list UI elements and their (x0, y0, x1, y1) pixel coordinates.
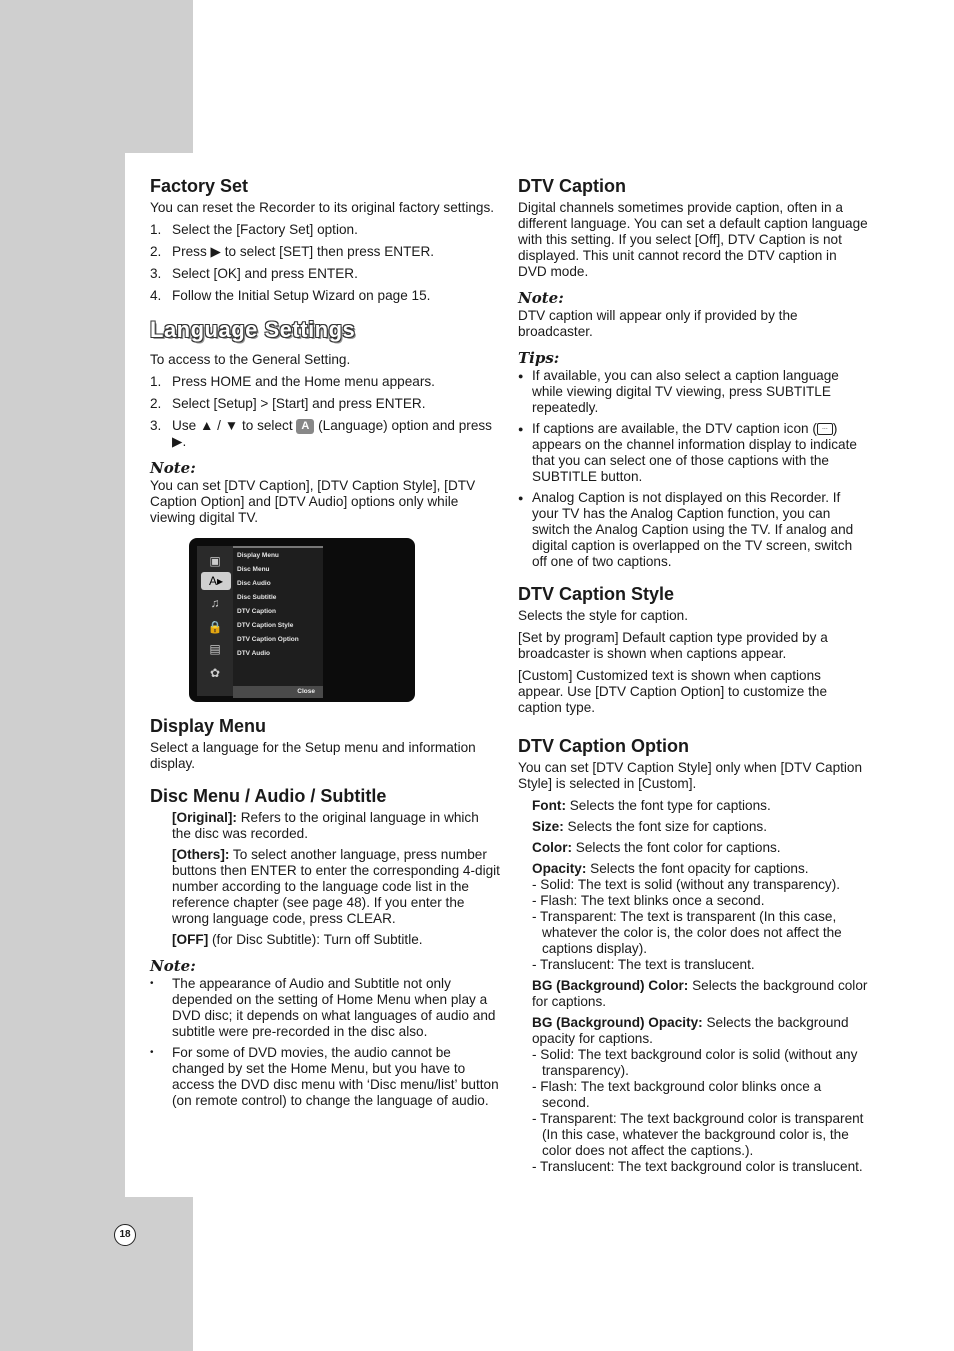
caption-style-text: Selects the style for caption. (518, 608, 689, 623)
language-note-heading: Note: (150, 459, 196, 477)
opacity-list (518, 877, 868, 973)
dtv-note-text: DTV caption will appear only if provided by the broadcaster. (518, 308, 798, 339)
right-arrow-icon: ▶ (210, 244, 221, 259)
dtv-tips-heading: Tips: (518, 349, 560, 367)
display-menu-text: Select a language for the Setup menu and information display. (150, 740, 476, 771)
opacity-item: - Solid: The text is solid (without any transparency). (532, 877, 841, 892)
opacity-item: - Flash: The text blinks once a second. (532, 893, 765, 908)
bg-opacity-item: - Translucent: The text background color is translucent. (532, 1159, 863, 1174)
disc-note-item: • The appearance of Audio and Subtitle not only depended on the setting of Home Menu when play a DVD disc; it depends on what languages of audio and subtitle were pre-recorded in the disc also. (150, 976, 500, 1040)
disc-note-heading: Note: (150, 957, 196, 975)
language-step: 1. Press HOME and the Home menu appears. (150, 374, 435, 389)
option-size: Size: Selects the font size for captions. (532, 819, 767, 834)
language-intro: To access to the General Setting. (150, 352, 351, 367)
general-icon: ▣ (209, 554, 221, 568)
right-column (518, 176, 868, 1175)
tip-item: ● If available, you can also select a caption language while viewing digital TV viewing, press SUBTITLE repeatedly. (518, 368, 868, 416)
lock-icon: 🔒 (207, 620, 223, 634)
dtv-tips (518, 368, 868, 570)
caption-style-text: [Set by program] Default caption type provided by a broadcaster is shown when captions appear. (518, 630, 828, 661)
tip-item: ● If captions are available, the DTV caption icon ( ... ) appears on the channel information display to indicate that you can select one of those captions with the SUBTITLE button. (518, 421, 868, 485)
page-number: 18 (114, 1224, 136, 1246)
menu-item: Display Menu (237, 552, 279, 559)
factory-set-steps (150, 222, 500, 304)
disc-menu-heading: Disc Menu / Audio / Subtitle (150, 786, 387, 806)
disc-others: [Others]: To select another language, press number buttons then ENTER to enter the corresponding 4-digit number according to the language code list in the reference chapter (see page 48). If you enter the wrong language code, press CLEAR. (172, 847, 500, 926)
factory-step: 2. Press ▶ to select [SET] then press ENTER. (150, 244, 435, 259)
disc-off: [OFF] (for Disc Subtitle): Turn off Subtitle. (172, 932, 423, 947)
opacity-item: - Translucent: The text is translucent. (532, 957, 755, 972)
menu-item: Disc Audio (237, 580, 271, 587)
opacity-item: - Transparent: The text is transparent (In this case, whatever the color is, the color does not affect the captions display). (532, 909, 842, 956)
menu-footer (233, 686, 323, 698)
language-steps (150, 374, 500, 450)
left-column (150, 176, 500, 1114)
disc-notes (150, 976, 500, 1109)
audio-icon: ♫ (210, 596, 220, 610)
caption-option-intro: You can set [DTV Caption Style] only when [DTV Caption Style] is selected in [Custom]. (518, 760, 863, 791)
language-note-text: You can set [DTV Caption], [DTV Caption Style], [DTV Caption Option] and [DTV Audio] options only while viewing digital TV. (150, 478, 476, 525)
setup-menu-screenshot (189, 538, 415, 702)
option-font: Font: Selects the font type for captions. (532, 798, 771, 813)
menu-item: DTV Caption Option (237, 636, 299, 643)
factory-set-intro: You can reset the Recorder to its original factory settings. (150, 200, 495, 215)
bg-opacity-item: - Solid: The text background color is solid (without any transparency). (532, 1047, 858, 1078)
factory-set-heading: Factory Set (150, 176, 249, 196)
language-icon: A (296, 419, 314, 434)
display-menu-heading: Display Menu (150, 716, 267, 736)
language-step: 2. Select [Setup] > [Start] and press ENTER. (150, 396, 426, 411)
bg-opacity-item: - Transparent: The text background color is transparent (In this case, whatever the background color is, the color does not affect the captions.). (532, 1111, 864, 1158)
bg-opacity-list (518, 1047, 868, 1175)
dtv-caption-text: Digital channels sometimes provide caption, often in a different language. You can set a default caption language with this setting. If you select [Off], DTV Caption is not displayed. This unit cannot record the DTV caption in DVD mode. (518, 200, 868, 279)
caption-style-heading: DTV Caption Style (518, 584, 675, 604)
language-icon: A▸ (201, 572, 231, 590)
caption-style-text: [Custom] Customized text is shown when captions appear. Use [DTV Caption Option] to customize the caption type. (518, 668, 828, 715)
language-step: 3. Use ▲ / ▼ to select A (Language) option and press ▶. (150, 418, 492, 449)
caption-icon: ... (817, 423, 833, 435)
close-label: Close (297, 688, 315, 695)
disc-icon: ✿ (209, 666, 221, 680)
option-color: Color: Selects the font color for captions. (532, 840, 781, 855)
option-opacity: Opacity: Selects the font opacity for captions. (532, 861, 809, 876)
factory-step: 3. Select [OK] and press ENTER. (150, 266, 358, 281)
menu-item-list (233, 546, 323, 698)
menu-item: Disc Menu (237, 566, 270, 573)
dtv-note-heading: Note: (518, 289, 564, 307)
disc-original: [Original]: Refers to the original language in which the disc was recorded. (172, 810, 479, 841)
factory-step: 4. Follow the Initial Setup Wizard on page 15. (150, 288, 431, 303)
menu-item: DTV Caption (237, 608, 276, 615)
dtv-caption-heading: DTV Caption (518, 176, 626, 196)
factory-step: 1. Select the [Factory Set] option. (150, 222, 358, 237)
caption-option-heading: DTV Caption Option (518, 736, 689, 756)
option-bg-opacity: BG (Background) Opacity: Selects the background opacity for captions. (532, 1015, 849, 1046)
bg-opacity-item: - Flash: The text background color blinks once a second. (532, 1079, 822, 1110)
recording-icon: ▤ (209, 642, 221, 656)
menu-item: DTV Audio (237, 650, 270, 657)
menu-icon-column (197, 546, 233, 696)
option-bg-color: BG (Background) Color: Selects the background color for captions. (532, 978, 868, 1009)
menu-item: Disc Subtitle (237, 594, 277, 601)
tip-item: ● Analog Caption is not displayed on this Recorder. If your TV has the Analog Caption function, you can switch the Analog Caption using the TV. If analog and digital caption is overlapped on the TV screen, switch off one of two captions. (518, 490, 868, 570)
disc-note-item: • For some of DVD movies, the audio cannot be changed by set the Home Menu, but you have to access the DVD disc menu with ‘Disc menu/list’ button (on remote control) to change the language of audio. (150, 1045, 500, 1109)
menu-item: DTV Caption Style (237, 622, 294, 629)
language-settings-heading: Language Settings (150, 317, 356, 342)
